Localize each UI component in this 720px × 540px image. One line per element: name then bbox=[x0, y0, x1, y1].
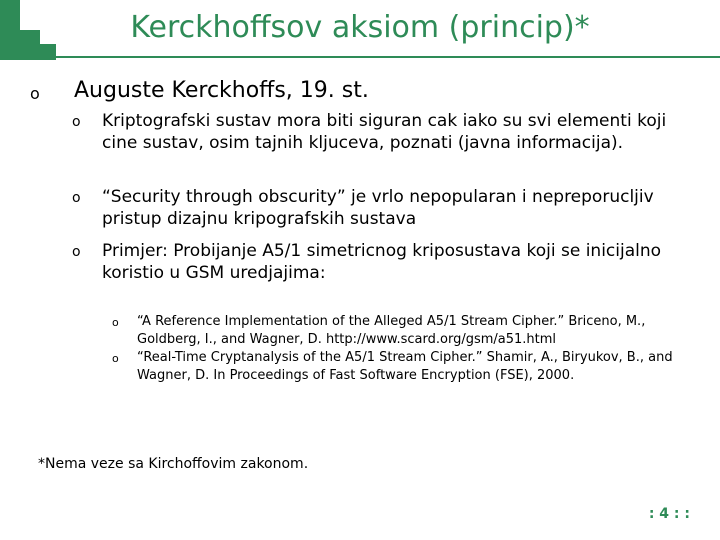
page-number: : 4 : : bbox=[648, 506, 690, 522]
slide-title: Kerckhoffsov aksiom (princip)* bbox=[130, 10, 590, 45]
bullet-marker: o bbox=[112, 352, 119, 365]
bullet-marker: o bbox=[72, 114, 81, 130]
main-point: Auguste Kerckhoffs, 19. st. bbox=[74, 78, 369, 103]
sub-point: Primjer: Probijanje A5/1 simetricnog kriposustava koji se inicijalno koristio u GSM uredjajima: bbox=[102, 241, 662, 283]
bullet-marker: o bbox=[72, 244, 81, 260]
sub-point: Kriptografski sustav mora biti siguran cak iako su svi elementi koji cine sustav, osim tajnih kljuceva, poznati (javna informacija). bbox=[102, 111, 667, 153]
reference-item: “Real-Time Cryptanalysis of the A5/1 Stream Cipher.” Shamir, A., Biryukov, B., and Wagner, D. In Proceedings of Fast Software Encryption (FSE), 2000. bbox=[137, 350, 673, 383]
bullet-marker: o bbox=[30, 84, 40, 103]
reference-item: “A Reference Implementation of the Alleged A5/1 Stream Cipher.” Briceno, M., Goldberg, I., and Wagner, D. http://www.scard.org/gsm/a51.html bbox=[137, 314, 646, 347]
footnote: *Nema veze sa Kirchoffovim zakonom. bbox=[38, 456, 309, 472]
header-underline bbox=[20, 56, 720, 58]
sub-point: “Security through obscurity” je vrlo nepopularan i nepreporucljiv pristup dizajnu kripografskih sustava bbox=[102, 187, 654, 229]
bullet-marker: o bbox=[72, 190, 81, 206]
bullet-marker: o bbox=[112, 316, 119, 329]
